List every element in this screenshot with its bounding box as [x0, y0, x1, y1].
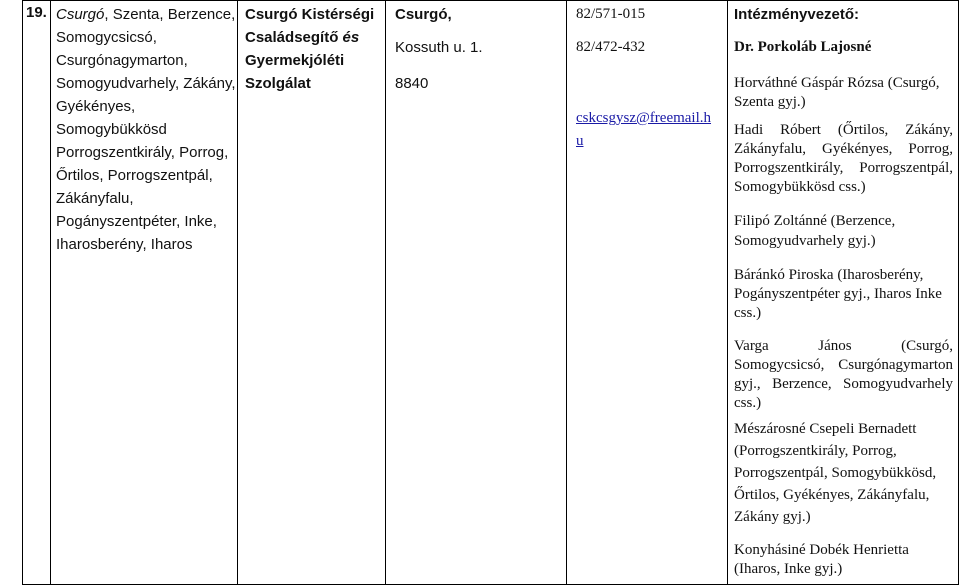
- leader-entry-line: Mészárosné Csepeli Bernadett: [734, 421, 917, 437]
- leader-entry-line: Hadi Róbert (Őrtilos, Zákány,: [734, 122, 953, 138]
- institution-name: Csurgó Kistérségi: [245, 6, 375, 23]
- leaders-heading: Intézményvezető:: [734, 6, 860, 23]
- leader-entry-line: Filipó Zoltánné (Berzence,: [734, 213, 896, 229]
- settlements-line: Pogányszentpéter, Inke,: [56, 213, 217, 230]
- table-border-top: [22, 0, 959, 1]
- leader-entry-line: Porrogszentpál, Somogybükkösd,: [734, 465, 937, 481]
- leader-entry-line: (Porrogszentkirály, Porrog,: [734, 443, 897, 459]
- leader-entry-line: Konyhásiné Dobék Henrietta: [734, 542, 909, 558]
- address-city: Csurgó,: [395, 6, 452, 23]
- address-postcode: 8840: [395, 75, 429, 92]
- table-border-left: [22, 0, 23, 585]
- leader-entry-line: Őrtilos, Gyékényes, Zákányfalu,: [734, 487, 930, 503]
- settlements-line: Somogycsicsó,: [56, 29, 157, 46]
- leader-entry-line: Szenta gyj.): [734, 94, 806, 110]
- leader-entry-line: Báránkó Piroska (Iharosberény,: [734, 267, 924, 283]
- column-divider: [237, 0, 238, 585]
- settlements-line: Zákányfalu,: [56, 190, 134, 207]
- leader-entry-line: Horváthné Gáspár Rózsa (Csurgó,: [734, 75, 940, 91]
- leader-entry-line: css.): [734, 305, 762, 321]
- leader-entry-line: (Iharos, Inke gyj.): [734, 561, 843, 577]
- institution-name: Szolgálat: [245, 75, 311, 92]
- director-name: Dr. Porkoláb Lajosné: [734, 39, 872, 55]
- settlements-line: Csurgó, Szenta, Berzence,: [56, 6, 236, 23]
- email-link[interactable]: cskcsgysz@freemail.h: [576, 110, 712, 126]
- leader-entry-line: gyj., Berzence, Somogyudvarhely: [734, 376, 953, 392]
- table-border-right: [958, 0, 959, 585]
- column-divider: [566, 0, 567, 585]
- leader-entry-line: Zákányfalu, Gyékényes, Porrog,: [734, 141, 953, 157]
- column-divider: [385, 0, 386, 585]
- institution-name: Gyermekjóléti: [245, 52, 345, 69]
- settlements-line: Gyékényes,: [56, 98, 136, 115]
- institution-name: Családsegítő és: [245, 29, 360, 46]
- row-number: 19.: [26, 4, 47, 21]
- settlements-line: Csurgónagymarton,: [56, 52, 188, 69]
- settlements-line: Iharosberény, Iharos: [56, 236, 193, 253]
- leader-entry-line: Somogyudvarhely gyj.): [734, 233, 876, 249]
- settlements-line: Somogyudvarhely, Zákány,: [56, 75, 236, 92]
- address-street: Kossuth u. 1.: [395, 39, 483, 56]
- email-link[interactable]: u: [576, 133, 584, 149]
- settlements-line: Őrtilos, Porrogszentpál,: [56, 167, 213, 184]
- column-divider: [727, 0, 728, 585]
- leader-entry-line: Varga János (Csurgó,: [734, 338, 953, 354]
- leader-entry-line: Pogányszentpéter gyj., Iharos Inke: [734, 286, 942, 302]
- settlements-line: Somogybükkösd: [56, 121, 167, 138]
- phone-number: 82/472-432: [576, 39, 646, 55]
- leader-entry-line: Somogycsicsó, Csurgónagymarton: [734, 357, 953, 373]
- leader-entry-line: Zákány gyj.): [734, 509, 811, 525]
- settlements-line: Porrogszentkirály, Porrog,: [56, 144, 229, 161]
- settlement-seat: Csurgó: [56, 6, 105, 23]
- phone-number: 82/571-015: [576, 6, 646, 22]
- column-divider: [50, 0, 51, 585]
- leader-entry-line: Porrogszentkirály, Porrogszentpál,: [734, 160, 953, 176]
- leader-entry-line: Somogybükkösd css.): [734, 179, 866, 195]
- leader-entry-line: css.): [734, 395, 762, 411]
